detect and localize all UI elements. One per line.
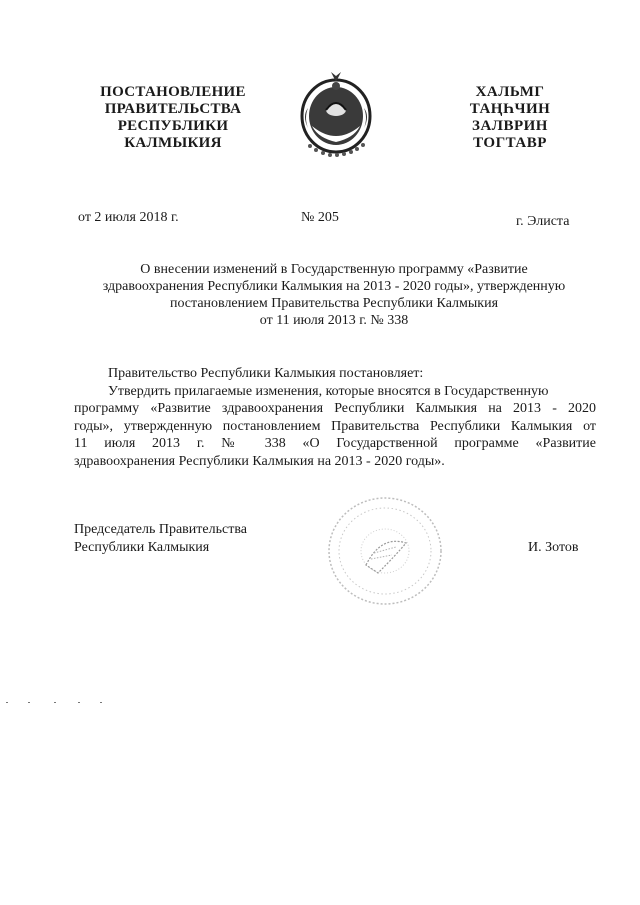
preamble-text: Правительство Республики Калмыкия постановляет:	[108, 366, 424, 381]
scan-speck	[54, 702, 56, 703]
title-line: здравоохранения Республики Калмыкия на 2013 - 2020 годы», утвержденную	[102, 279, 566, 294]
header-left-line: ПОСТАНОВЛЕНИЕ	[100, 84, 246, 100]
header-right-line: ХАЛЬМГ	[475, 84, 545, 100]
official-seal-stamp	[326, 495, 444, 607]
title-line: постановлением Правительства Республики Калмыкия	[169, 296, 499, 311]
decree-line: Утвердить прилагаемые изменения, которые вносятся в Государственную	[108, 383, 549, 399]
document-number: № 205	[301, 210, 339, 225]
document-date: от 2 июля 2018 г.	[78, 210, 179, 225]
scan-speck	[100, 702, 102, 703]
document-city: г. Элиста	[516, 214, 570, 229]
header-left-block	[88, 84, 258, 152]
title-line: О внесении изменений в Государственную программу «Развитие	[140, 262, 528, 277]
coat-of-arms-emblem	[296, 68, 376, 158]
header-left-line: ПРАВИТЕЛЬСТВА	[104, 101, 242, 117]
scan-speck	[6, 702, 8, 703]
decree-line: 11 июля 2013 г. № 338 «О Государственной программе «Развитие	[74, 436, 596, 451]
header-left-line: РЕСПУБЛИКИ	[117, 118, 229, 134]
scan-speck	[78, 702, 80, 703]
signatory-position-line: Председатель Правительства	[74, 522, 247, 537]
header-right-line: ТАҢҺЧИН	[469, 101, 551, 117]
document-title	[74, 261, 594, 329]
signatory-position	[74, 521, 247, 556]
header-left-line: КАЛМЫКИЯ	[124, 135, 222, 151]
document-body	[74, 365, 596, 470]
decree-line: годы», утвержденную постановлением Правительства Республики Калмыкия от	[74, 418, 596, 434]
header-right-line: ТОГТАВР	[473, 135, 547, 151]
decree-line: программу «Развитие здравоохранения Республики Калмыкия на 2013 - 2020	[74, 401, 596, 416]
signatory-name: И. Зотов	[528, 540, 579, 555]
decree-line: здравоохранения Республики Калмыкия на 2013 - 2020 годы».	[74, 453, 445, 469]
signatory-position-line: Республики Калмыкия	[74, 539, 210, 555]
header-right-line: ЗАЛВРИН	[472, 118, 548, 134]
scan-speck	[28, 702, 30, 703]
header-right-block	[440, 84, 580, 152]
title-line: от 11 июля 2013 г. № 338	[259, 313, 409, 328]
